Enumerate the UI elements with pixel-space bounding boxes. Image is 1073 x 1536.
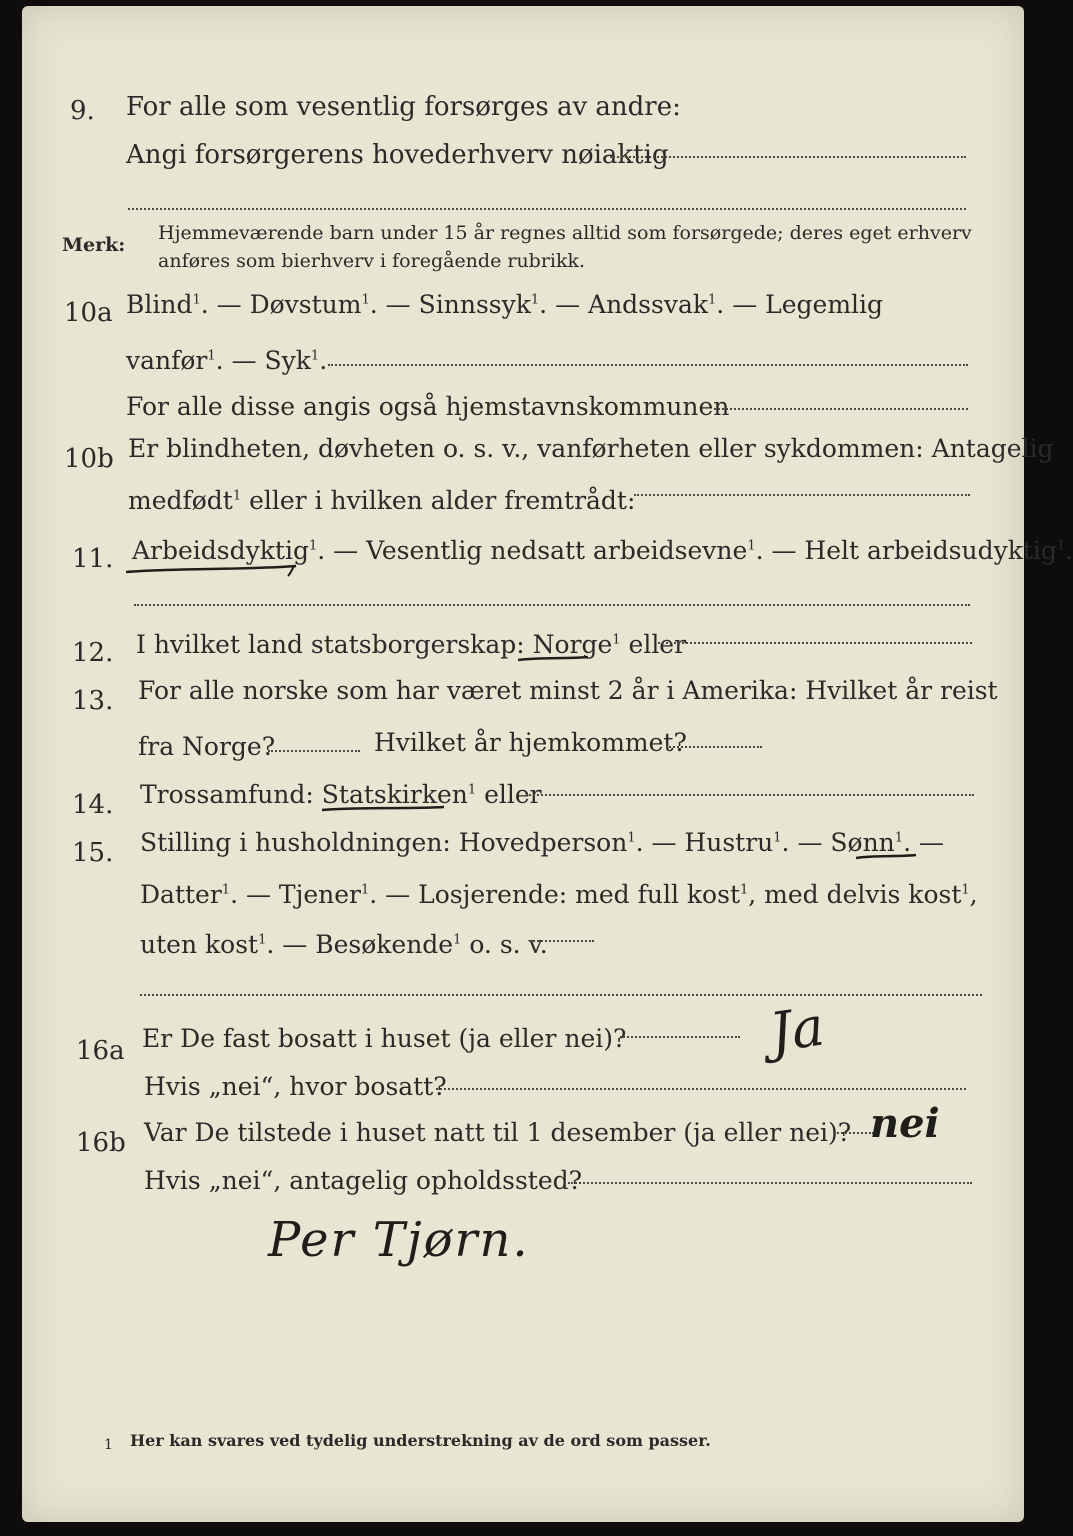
q9-number: 9. — [70, 96, 95, 126]
q10b-line1: Er blindheten, døvheten o. s. v., vanførheten eller sykdommen: Antagelig — [128, 434, 1054, 463]
q10a-hometown-line — [714, 408, 968, 410]
q14-answer-line — [526, 794, 974, 796]
q13-return-line — [666, 746, 762, 748]
q10b-line2: medfødt$^1$ eller i hvilken alder fremtrådt: — [128, 486, 636, 515]
q9-answer-line — [610, 156, 966, 158]
q14-underline-mark — [320, 804, 450, 816]
q12-number: 12. — [72, 638, 114, 668]
q11-answer-line — [134, 604, 970, 606]
q16a-line1: Er De fast bosatt i huset (ja eller nei)? — [142, 1024, 627, 1053]
q9-line2: Angi forsørgerens hovederhverv nøiaktig — [126, 140, 669, 170]
q10b-number: 10b — [64, 444, 114, 474]
q13-line2b: Hvilket år hjemkommet? — [374, 728, 687, 757]
q10a-line2: vanfør$^1$. — Syk$^1$. — [126, 346, 328, 375]
q16b-number: 16b — [76, 1128, 126, 1158]
q15-underline-mark — [854, 852, 924, 864]
q15-option-sonn: Sønn — [830, 828, 895, 857]
q11-number: 11. — [72, 544, 114, 574]
q16b-answer-line — [834, 1132, 874, 1134]
handwritten-signature: Per Tjørn. — [268, 1212, 530, 1268]
q15-number: 15. — [72, 838, 114, 868]
q14-number: 14. — [72, 790, 114, 820]
q13-number: 13. — [72, 686, 114, 716]
q10a-line3: For alle disse angis også hjemstavnskommunen — [126, 392, 730, 421]
q15-answer-line-2 — [140, 994, 982, 996]
q12-answer-line — [658, 642, 972, 644]
footnote-mark: 1 — [104, 1437, 113, 1453]
q10b-answer-line — [634, 494, 970, 496]
merk-label: Merk: — [62, 234, 126, 256]
q16b-line1: Var De tilstede i huset natt til 1 desember (ja eller nei)? — [144, 1118, 852, 1147]
q16a-answer-line — [620, 1036, 740, 1038]
q16b-location-line — [568, 1182, 972, 1184]
q16a-residence-line — [436, 1088, 966, 1090]
q11-line: Arbeidsdyktig$^1$. — Vesentlig nedsatt arbeidsevne$^1$. — Helt arbeidsudyktig$^1$. — [132, 536, 1073, 565]
q15-line2: Datter$^1$. — Tjener$^1$. — Losjerende: med full kost$^1$, med delvis kost$^1$, — [140, 880, 978, 909]
q16b-handwritten-answer: nei — [870, 1100, 940, 1147]
q16a-number: 16a — [76, 1036, 125, 1066]
q13-line1: For alle norske som har været minst 2 år i Amerika: Hvilket år reist — [138, 676, 998, 705]
q15-line3: uten kost$^1$. — Besøkende$^1$ o. s. v. — [140, 930, 548, 959]
q10a-line1: Blind$^1$. — Døvstum$^1$. — Sinnssyk$^1$. — Andssvak$^1$. — Legemlig — [126, 290, 884, 319]
q15-line1: Stilling i husholdningen: Hovedperson$^1$. — Hustru$^1$. — Sønn$^1$. — — [140, 828, 944, 857]
q16a-handwritten-answer: Ja — [765, 994, 828, 1065]
q9-answer-line-2 — [128, 208, 966, 210]
q14-option-statskirken: Statskirken — [321, 780, 468, 809]
q10a-number: 10a — [64, 298, 113, 328]
q11-option-arbeidsdyktig: Arbeidsdyktig — [132, 536, 309, 565]
q13-line2a: fra Norge? — [138, 732, 276, 761]
q14-line: Trossamfund: Statskirken$^1$ eller — [140, 780, 542, 809]
q15-answer-line — [530, 940, 594, 942]
q9-line1: For alle som vesentlig forsørges av andre: — [126, 92, 681, 122]
merk-line1: Hjemmeværende barn under 15 år regnes alltid som forsørgede; deres eget erhverv — [158, 222, 972, 244]
footnote-text: Her kan svares ved tydelig understrekning av de ord som passer. — [130, 1431, 711, 1450]
q12-underline-mark — [516, 654, 596, 666]
q13-departure-line — [268, 750, 360, 752]
merk-line2: anføres som bierhverv i foregående rubrikk. — [158, 250, 586, 272]
census-form-page — [22, 6, 1073, 1522]
q16b-line2: Hvis „nei“, antagelig opholdssted? — [144, 1166, 583, 1195]
q12-option-norge: Norge — [532, 630, 613, 659]
q11-underline-mark — [124, 562, 304, 582]
q10a-answer-line — [328, 364, 968, 366]
q16a-line2: Hvis „nei“, hvor bosatt? — [144, 1072, 447, 1101]
q12-line: I hvilket land statsborgerskap: Norge$^1$ eller — [136, 630, 687, 659]
